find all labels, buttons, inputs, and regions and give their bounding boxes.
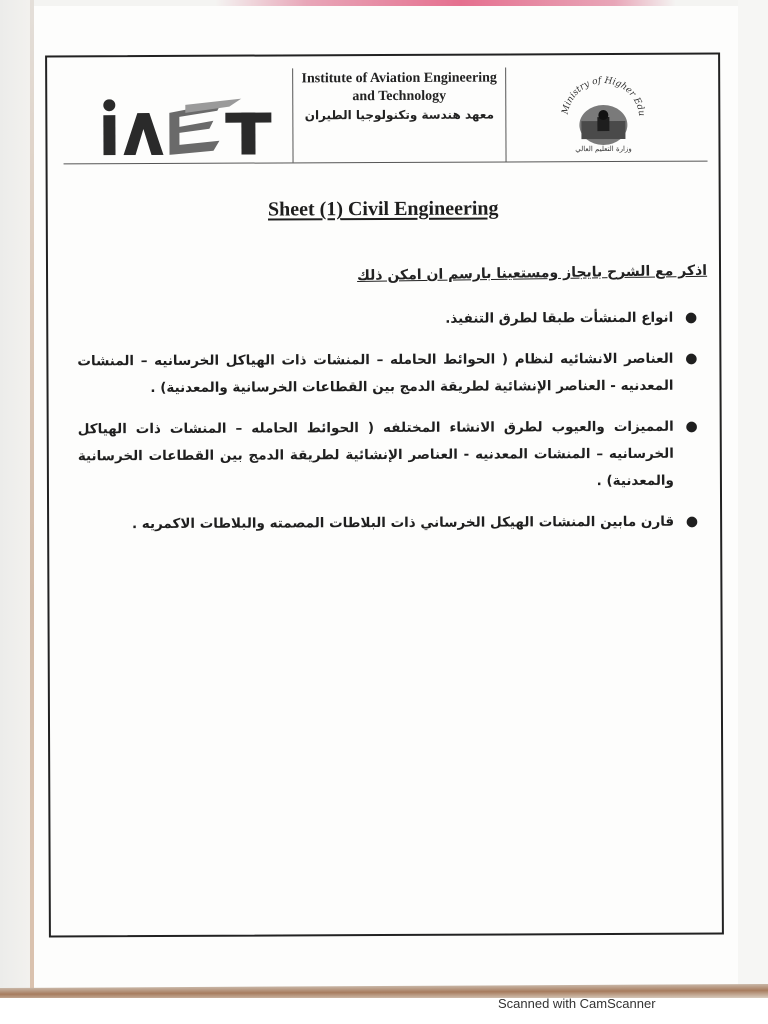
ministry-seal-en: Ministry of Higher Education — [560, 75, 647, 117]
question-text: انواع المنشأت طبقا لطرق التنفيذ. — [445, 309, 674, 327]
list-item — [77, 305, 697, 335]
question-text: العناصر الانشائيه لنظام ( الحوائط الحامله – المنشات ذات الهياكل الخرسانيه – المنشات المعدنيه - العناصر الإنشائية لطريقة الدمج بين القطاعات الخرسانية والمعدنية) . — [77, 350, 674, 397]
bullet-icon: ● — [685, 350, 698, 367]
page-border-frame — [45, 53, 724, 938]
question-text: المميزات والعيوب لطرق الانشاء المختلفه ( الحوائط الحامله – المنشات ذات الهياكل الخرسانيه – المنشات المعدنيه - العناصر الإنشائية لطريقة الدمج بين القطاعات الخرسانية والمعدنية) . — [77, 418, 674, 490]
institute-name-ar: معهد هندسة وتكنولوجيا الطيران — [304, 107, 495, 123]
left-scan-edge — [0, 0, 34, 1000]
ministry-seal-graphic — [553, 75, 653, 157]
scanned-with-label: Scanned with CamScanner — [498, 996, 656, 1011]
iaet-logo — [101, 98, 273, 155]
institute-name-en: Institute of Aviation Engineering and Technology — [301, 70, 497, 105]
question-list — [77, 305, 698, 553]
bullet-icon: ● — [685, 418, 698, 435]
ministry-seal-ar: وزارة التعليم العالي — [575, 144, 632, 154]
institute-name — [293, 69, 505, 124]
question-text: قارن مابين المنشات الهيكل الخرساني ذات البلاطات المصمته والبلاطات الاكمريه . — [131, 513, 675, 533]
list-item — [77, 346, 697, 403]
list-item — [78, 414, 698, 498]
bullet-icon: ● — [684, 309, 698, 326]
list-item — [78, 509, 698, 539]
instruction-line: اذكر مع الشرح بايجاز ومستعينا بارسم ان امكن ذلك — [356, 262, 708, 284]
document-header — [63, 67, 707, 165]
ministry-seal — [553, 75, 653, 157]
right-scan-edge — [738, 0, 768, 1000]
sheet-title — [48, 197, 719, 223]
sheet-title-text: Sheet (1) Civil Engineering — [267, 197, 499, 221]
bullet-icon: ● — [685, 513, 699, 530]
